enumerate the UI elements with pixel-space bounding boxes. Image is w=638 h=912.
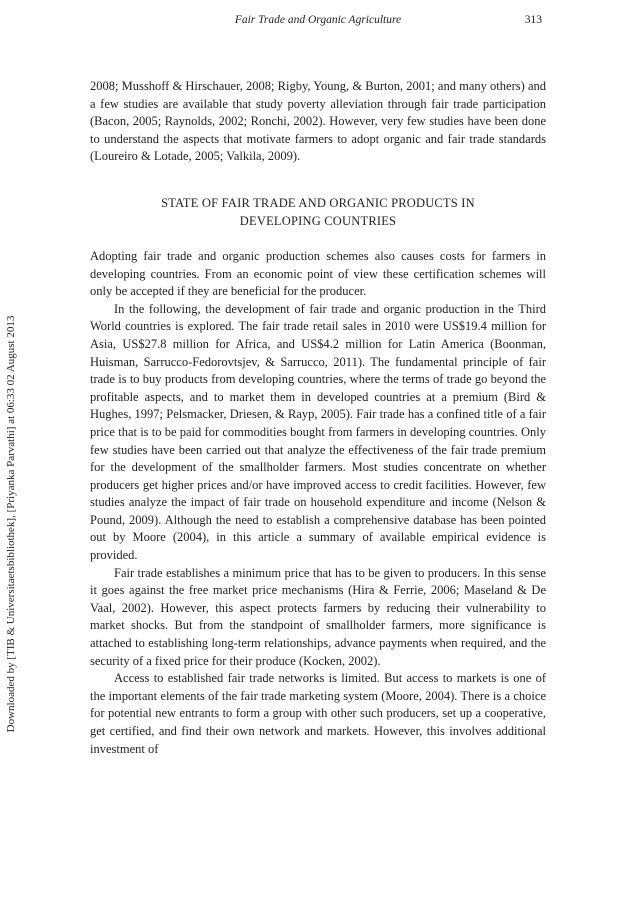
section-heading-line-2: DEVELOPING COUNTRIES xyxy=(239,213,397,228)
continuation-paragraph: 2008; Musshoff & Hirschauer, 2008; Rigby, Young, & Burton, 2001; and many others) and a few studies are available that study poverty alleviation through fair trade participation (Bacon, 2005; Raynolds, 2002; Ronchi, 2002). However, very few studies have been done to understand the aspects that motivate farmers to adopt organic and fair trade standards (Loureiro & Lotade, 2005; Valkila, 2009). xyxy=(90,79,546,164)
running-title: Fair Trade and Organic Agriculture xyxy=(234,14,402,26)
text-column xyxy=(90,78,546,758)
body-paragraph: Access to established fair trade networks is limited. But access to markets is one of the important elements of the fair trade marketing system (Moore, 2004). There is a choice for potential new entrants to form a group with other such producers, set up a cooperative, get certified, and find their own network and markets. However, this involves additional investment of xyxy=(90,671,546,756)
page-header xyxy=(90,14,546,36)
download-stamp xyxy=(4,210,18,838)
body-paragraph: In the following, the development of fair trade and organic production in the Third World countries is explored. The fair trade retail sales in 2010 were US$19.4 million for Asia, US$27.8 million for Africa, and US$4.2 million for Latin America (Boonman, Huisman, Sarrucco-Fedorovtsjev, & Sarrucco, 2011). The fundamental principle of fair trade is to buy products from developing countries, where the terms of trade go beyond the profitable aspects, and to market them in developed countries at a premium (Bird & Hughes, 1997; Pelsmacker, Driesen, & Rayp, 2005). Fair trade has a confined title of a fair price that is to be paid for commodities bought from farmers in developing countries. Only few studies have been carried out that analyze the effectiveness of the fair trade premium for the development of the smallholder farmers. Most studies concentrate on whether producers get higher prices and/or have improved access to credit facilities. However, few studies analyze the impact of fair trade on household expenditure and income (Nelson & Pound, 2009). Although the need to establish a comprehensive database has been pointed out by Moore (2004), in this article a summary of available empirical evidence is provided. xyxy=(90,301,546,563)
page-number: 313 xyxy=(524,14,542,26)
download-stamp-text: Downloaded by [TIB & Universitaetsbibliothek], [Priyanka Parvathi] at 06:33 02 August 2013 xyxy=(5,315,17,733)
body-paragraph: Fair trade establishes a minimum price that has to be given to producers. In this sense it goes against the free market price mechanisms (Hira & Ferrie, 2006; Maseland & De Vaal, 2002). However, this aspect protects farmers by reducing their vulnerability to market shocks. But from the standpoint of smallholder farmers, more significance is attached to establishing long-term relationships, advance payments when required, and the security of a fixed price for their produce (Kocken, 2002). xyxy=(90,565,546,668)
section-heading xyxy=(102,194,534,230)
body-paragraph: Adopting fair trade and organic production schemes also causes costs for farmers in developing countries. From an economic point of view these certification schemes will only be accepted if they are beneficial for the producer. xyxy=(90,248,546,299)
section-heading-line-1: STATE OF FAIR TRADE AND ORGANIC PRODUCTS IN xyxy=(161,195,475,210)
